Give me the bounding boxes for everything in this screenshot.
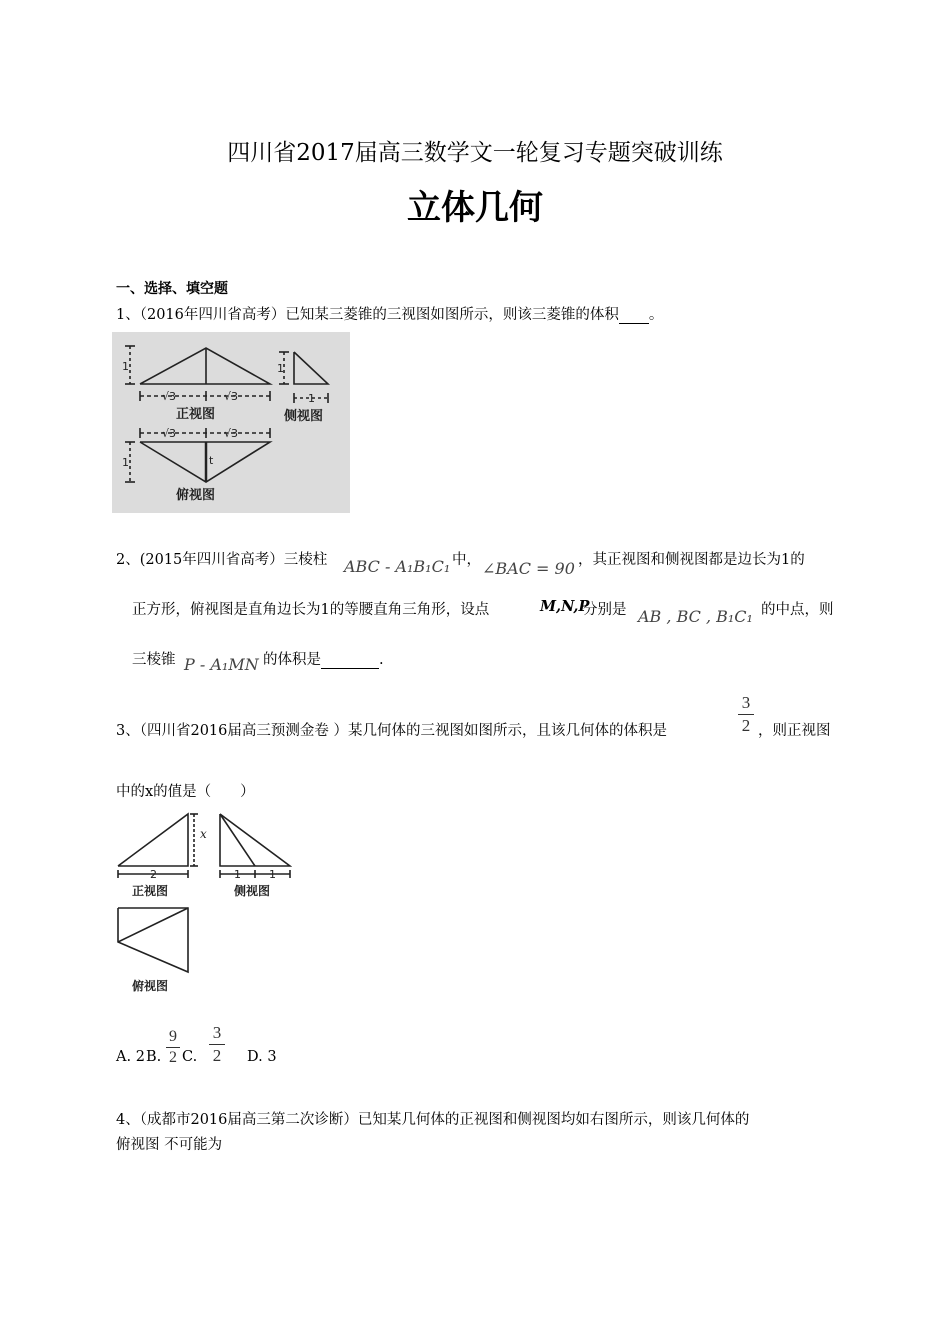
option-b-label: B. xyxy=(146,1049,162,1065)
dim-label-top-sqrt3-b: √3 xyxy=(224,427,239,440)
question-2-prefix: 2、(2015年四川省高考）三棱柱 xyxy=(116,552,328,568)
dim-label-1-right: 1 xyxy=(269,868,276,881)
question-4-line-2: 俯视图 不可能为 xyxy=(116,1137,223,1153)
question-3-line-1: 3、（四川省2016届高三预测金卷 ）某几何体的三视图如图所示，且该几何体的体积是 xyxy=(116,723,667,739)
option-c-label: C. xyxy=(182,1049,198,1065)
fraction-denominator: 2 xyxy=(741,716,751,735)
points-label: M,N,P xyxy=(540,598,590,615)
question-1-stem: 1、（2016年四川省高考）已知某三菱锥的三视图如图所示，则该三菱锥的体积 xyxy=(116,307,619,323)
question-2-line-3a: 三棱锥 xyxy=(132,652,176,668)
option-b-denominator: 2 xyxy=(169,1049,177,1066)
prism-notation: ABC - A₁B₁C₁ xyxy=(344,557,451,576)
question-3-line-2: 中的x的值是（ ） xyxy=(116,784,255,800)
question-2-line-1 xyxy=(116,548,327,569)
section-heading: 一、选择、填空题 xyxy=(116,281,228,297)
fraction-three-halves xyxy=(738,693,754,736)
answer-blank xyxy=(619,307,649,324)
answer-blank xyxy=(321,652,379,669)
option-b-fraction xyxy=(166,1028,180,1067)
question-3-figure xyxy=(112,808,292,994)
option-b-numerator: 9 xyxy=(169,1028,177,1045)
dim-label-top-sqrt3-a: √3 xyxy=(162,427,177,440)
top-view-label: 俯视图 xyxy=(176,488,216,503)
front-view-label: 正视图 xyxy=(132,884,169,898)
dim-label-sqrt3-b: √3 xyxy=(224,390,239,403)
dim-label-top-1: 1 xyxy=(122,456,129,469)
option-c-fraction xyxy=(209,1023,225,1066)
dim-label-side-1: 1 xyxy=(277,362,284,375)
document-title: 四川省2017届高三数学文一轮复习专题突破训练 xyxy=(227,140,723,166)
question-2-mid: 中， xyxy=(452,552,481,568)
question-2-line-3c: . xyxy=(379,652,384,668)
top-view-label: 俯视图 xyxy=(132,979,169,993)
front-view-label: 正视图 xyxy=(176,407,216,422)
document-subtitle: 立体几何 xyxy=(407,188,543,228)
dim-label-t: t xyxy=(209,454,214,467)
side-view-label: 侧视图 xyxy=(284,409,324,424)
question-1-text xyxy=(116,303,663,324)
question-2-line-2b: 分别是 xyxy=(583,602,627,618)
pyramid-notation: P - A₁MN xyxy=(184,655,259,674)
option-c-numerator: 3 xyxy=(212,1023,222,1042)
question-1-tail: 。 xyxy=(648,307,664,323)
dim-label-side-w: 1 xyxy=(308,392,315,405)
angle-notation: ∠BAC = 90 xyxy=(482,559,575,578)
option-c-denominator: 2 xyxy=(212,1046,222,1065)
dim-label-1: 1 xyxy=(122,360,129,373)
question-3-line-1-tail: ，则正视图 xyxy=(758,723,831,739)
three-view-diagram-1 xyxy=(112,332,350,513)
fraction-numerator: 3 xyxy=(741,693,751,712)
option-d: D. 3 xyxy=(247,1049,277,1065)
dim-label-x: x xyxy=(200,827,207,841)
question-2-line-2a: 正方形，俯视图是直角边长为1的等腰直角三角形，设点 xyxy=(132,602,490,618)
question-2-line-2c: 的中点，则 xyxy=(761,602,834,618)
question-1-figure xyxy=(112,332,350,513)
question-2-line-1-tail: ，其正视图和侧视图都是边长为1的 xyxy=(578,552,805,568)
dim-label-sqrt3-a: √3 xyxy=(162,390,177,403)
side-view-label: 侧视图 xyxy=(234,884,271,898)
three-view-diagram-3 xyxy=(112,808,292,994)
dim-label-1-left: 1 xyxy=(234,868,241,881)
question-2-line-3 xyxy=(263,648,384,669)
question-4-line-1: 4、（成都市2016届高三第二次诊断）已知某几何体的正视图和侧视图均如右图所示，则该几何体的 xyxy=(116,1112,750,1128)
dim-label-2: 2 xyxy=(150,868,157,881)
option-a: A. 2 xyxy=(116,1049,145,1065)
segments-notation: AB , BC , B₁C₁ xyxy=(638,607,753,626)
question-2-line-3b: 的体积是 xyxy=(263,652,321,668)
